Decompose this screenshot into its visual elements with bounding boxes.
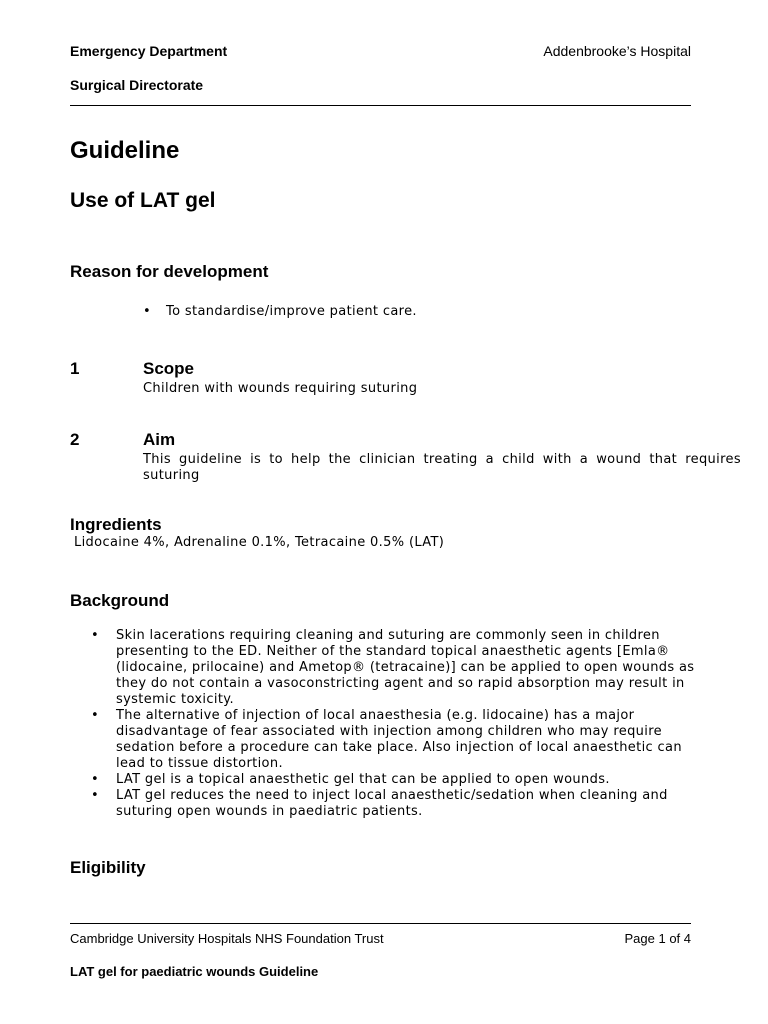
background-bullet-text: Skin lacerations requiring cleaning and suturing are commonly seen in children presenting to the ED. Neither of the standard topical anaesthetic agents [Emla® (lidocaine, prilocaine) and Ametop® (tetracaine)] can be applied to open wounds as they do not contain a vasoconstricting agent and so rapid absorption may result in systemic toxicity. xyxy=(116,628,695,707)
list-item xyxy=(70,772,710,788)
page-title: Guideline xyxy=(70,137,180,164)
reason-bullet-text: To standardise/improve patient care. xyxy=(166,304,417,319)
bullet-dot: • xyxy=(91,772,100,787)
section-number-1: 1 xyxy=(70,359,80,378)
section-number-2: 2 xyxy=(70,430,80,449)
footer-doc-title: LAT gel for paediatric wounds Guideline xyxy=(70,964,319,979)
page-number: Page 1 of 4 xyxy=(624,931,691,946)
directorate-label: Surgical Directorate xyxy=(70,77,204,93)
background-bullet-text: The alternative of injection of local anaesthesia (e.g. lidocaine) has a major disadvantage of fear associated with injection among children who may require sedation before a procedure can take place. Also injection of local anaesthetic can lead to tissue distortion. xyxy=(116,708,682,771)
footer-divider xyxy=(70,923,691,924)
page-subtitle: Use of LAT gel xyxy=(70,189,216,212)
list-item xyxy=(70,708,710,772)
aim-heading: Aim xyxy=(143,430,176,449)
eligibility-heading: Eligibility xyxy=(70,858,146,877)
ingredients-heading: Ingredients xyxy=(70,515,162,534)
background-bullet-text: LAT gel is a topical anaesthetic gel that can be applied to open wounds. xyxy=(116,772,610,787)
reason-heading: Reason for development xyxy=(70,262,269,281)
bullet-dot: • xyxy=(91,628,100,643)
bullet-dot: • xyxy=(91,708,100,723)
background-heading: Background xyxy=(70,591,170,610)
aim-text: This guideline is to help the clinician treating a child with a wound that requires suturing xyxy=(143,452,741,483)
scope-text: Children with wounds requiring suturing xyxy=(143,381,418,396)
background-bullet-text: LAT gel reduces the need to inject local anaesthetic/sedation when cleaning and suturing open wounds in paediatric patients. xyxy=(116,788,668,819)
bullet-dot: • xyxy=(91,788,100,803)
department-label: Emergency Department xyxy=(70,43,228,59)
list-item xyxy=(70,788,710,820)
background-list xyxy=(70,628,710,820)
header-divider xyxy=(70,105,691,106)
footer-trust: Cambridge University Hospitals NHS Foundation Trust xyxy=(70,931,384,946)
bullet-dot: • xyxy=(143,304,151,319)
ingredients-text: Lidocaine 4%, Adrenaline 0.1%, Tetracaine 0.5% (LAT) xyxy=(74,535,445,550)
list-item xyxy=(70,628,710,708)
scope-heading: Scope xyxy=(143,359,195,378)
hospital-label: Addenbrooke’s Hospital xyxy=(543,43,691,59)
